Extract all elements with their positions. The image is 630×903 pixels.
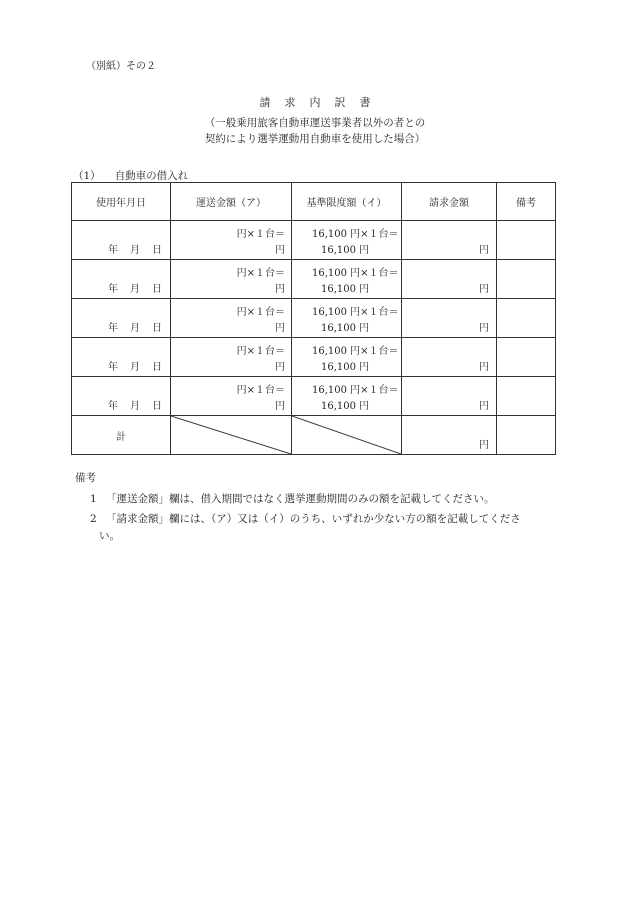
yen-unit: 円 bbox=[479, 245, 489, 256]
limit-result: 16,100 円 bbox=[321, 284, 370, 295]
total-row bbox=[72, 416, 556, 455]
year-label: 年 bbox=[108, 323, 118, 334]
amount-result-unit: 円 bbox=[275, 323, 285, 334]
total-limit-cell bbox=[292, 416, 402, 455]
header-remarks: 備考 bbox=[497, 183, 556, 221]
document-title bbox=[0, 94, 630, 110]
limit-formula: 16,100 円×１台＝ bbox=[312, 307, 399, 318]
date-placeholder bbox=[108, 397, 162, 412]
limit-cell bbox=[292, 338, 402, 377]
year-label: 年 bbox=[108, 245, 118, 256]
date-cell[interactable] bbox=[72, 221, 171, 260]
limit-cell bbox=[292, 377, 402, 416]
date-placeholder bbox=[108, 241, 162, 256]
title-char: 訳 bbox=[334, 96, 346, 109]
header-limit: 基準限度額（イ） bbox=[292, 183, 402, 221]
amount-result-unit: 円 bbox=[275, 245, 285, 256]
remarks-cell[interactable] bbox=[497, 299, 556, 338]
section-number: （1） bbox=[73, 170, 101, 182]
amount-result-unit: 円 bbox=[275, 401, 285, 412]
amount-cell[interactable] bbox=[171, 338, 292, 377]
title-char: 内 bbox=[309, 96, 321, 109]
month-label: 月 bbox=[130, 362, 140, 373]
limit-result: 16,100 円 bbox=[321, 362, 370, 373]
limit-formula: 16,100 円×１台＝ bbox=[312, 346, 399, 357]
year-label: 年 bbox=[108, 362, 118, 373]
month-label: 月 bbox=[130, 284, 140, 295]
amount-cell[interactable] bbox=[171, 221, 292, 260]
table-row bbox=[72, 299, 556, 338]
request-cell[interactable] bbox=[402, 377, 497, 416]
notes-heading: 備考 bbox=[75, 472, 96, 484]
month-label: 月 bbox=[130, 323, 140, 334]
subtitle-line-2: 契約により選挙運動用自動車を使用した場合） bbox=[204, 133, 426, 145]
note-item-2-continuation: い。 bbox=[99, 530, 120, 542]
total-remarks-cell[interactable] bbox=[497, 416, 556, 455]
header-amount: 運送金額（ア） bbox=[171, 183, 292, 221]
limit-formula: 16,100 円×１台＝ bbox=[312, 229, 399, 240]
limit-cell bbox=[292, 260, 402, 299]
yen-unit: 円 bbox=[479, 401, 489, 412]
total-label-cell bbox=[72, 416, 171, 455]
note-item-2 bbox=[90, 511, 521, 526]
total-label: 計 bbox=[116, 432, 126, 443]
day-label: 日 bbox=[152, 323, 162, 334]
table-row bbox=[72, 338, 556, 377]
subtitle-line-1: （一般乗用旅客自動車運送事業者以外の者との bbox=[204, 117, 426, 129]
section-title: 自動車の借入れ bbox=[114, 170, 189, 182]
month-label: 月 bbox=[130, 245, 140, 256]
yen-unit: 円 bbox=[479, 440, 489, 451]
limit-formula: 16,100 円×１台＝ bbox=[312, 268, 399, 279]
limit-result: 16,100 円 bbox=[321, 323, 370, 334]
request-cell[interactable] bbox=[402, 260, 497, 299]
amount-cell[interactable] bbox=[171, 377, 292, 416]
day-label: 日 bbox=[152, 401, 162, 412]
amount-formula: 円×１台＝ bbox=[236, 346, 285, 357]
amount-result-unit: 円 bbox=[275, 362, 285, 373]
limit-formula: 16,100 円×１台＝ bbox=[312, 385, 399, 396]
month-label: 月 bbox=[130, 401, 140, 412]
remarks-cell[interactable] bbox=[497, 377, 556, 416]
title-char: 求 bbox=[284, 96, 296, 109]
yen-unit: 円 bbox=[479, 323, 489, 334]
table-header-row bbox=[72, 183, 556, 221]
note-number: 2 bbox=[90, 513, 97, 525]
claim-table bbox=[71, 182, 556, 455]
limit-result: 16,100 円 bbox=[321, 245, 370, 256]
date-cell[interactable] bbox=[72, 338, 171, 377]
date-cell[interactable] bbox=[72, 260, 171, 299]
note-number: 1 bbox=[90, 493, 97, 505]
date-placeholder bbox=[108, 358, 162, 373]
total-request-cell[interactable] bbox=[402, 416, 497, 455]
title-char: 書 bbox=[359, 96, 371, 109]
remarks-cell[interactable] bbox=[497, 221, 556, 260]
request-cell[interactable] bbox=[402, 221, 497, 260]
day-label: 日 bbox=[152, 245, 162, 256]
note-text: 「請求金額」欄には、（ア）又は（イ）のうち、いずれか少ない方の額を記載してくださ bbox=[106, 513, 521, 525]
amount-formula: 円×１台＝ bbox=[236, 229, 285, 240]
amount-formula: 円×１台＝ bbox=[236, 268, 285, 279]
header-request: 請求金額 bbox=[402, 183, 497, 221]
day-label: 日 bbox=[152, 362, 162, 373]
table-row bbox=[72, 260, 556, 299]
table-row bbox=[72, 377, 556, 416]
limit-result: 16,100 円 bbox=[321, 401, 370, 412]
note-item-1 bbox=[90, 491, 495, 506]
request-cell[interactable] bbox=[402, 338, 497, 377]
remarks-cell[interactable] bbox=[497, 338, 556, 377]
title-char: 請 bbox=[259, 96, 271, 109]
yen-unit: 円 bbox=[479, 362, 489, 373]
total-amount-cell bbox=[171, 416, 292, 455]
note-text: 「運送金額」欄は、借入期間ではなく選挙運動期間のみの額を記載してください。 bbox=[106, 493, 495, 505]
amount-formula: 円×１台＝ bbox=[236, 307, 285, 318]
year-label: 年 bbox=[108, 401, 118, 412]
amount-cell[interactable] bbox=[171, 299, 292, 338]
amount-cell[interactable] bbox=[171, 260, 292, 299]
diagonal-line bbox=[171, 416, 291, 454]
limit-cell bbox=[292, 299, 402, 338]
limit-cell bbox=[292, 221, 402, 260]
diagonal-line bbox=[292, 416, 401, 454]
date-cell[interactable] bbox=[72, 299, 171, 338]
date-placeholder bbox=[108, 280, 162, 295]
date-placeholder bbox=[108, 319, 162, 334]
attachment-label: （別紙）その２ bbox=[86, 61, 156, 72]
table-row bbox=[72, 221, 556, 260]
date-cell[interactable] bbox=[72, 377, 171, 416]
day-label: 日 bbox=[152, 284, 162, 295]
header-date: 使用年月日 bbox=[72, 183, 171, 221]
request-cell[interactable] bbox=[402, 299, 497, 338]
amount-result-unit: 円 bbox=[275, 284, 285, 295]
year-label: 年 bbox=[108, 284, 118, 295]
section-heading bbox=[73, 168, 188, 183]
remarks-cell[interactable] bbox=[497, 260, 556, 299]
yen-unit: 円 bbox=[479, 284, 489, 295]
amount-formula: 円×１台＝ bbox=[236, 385, 285, 396]
